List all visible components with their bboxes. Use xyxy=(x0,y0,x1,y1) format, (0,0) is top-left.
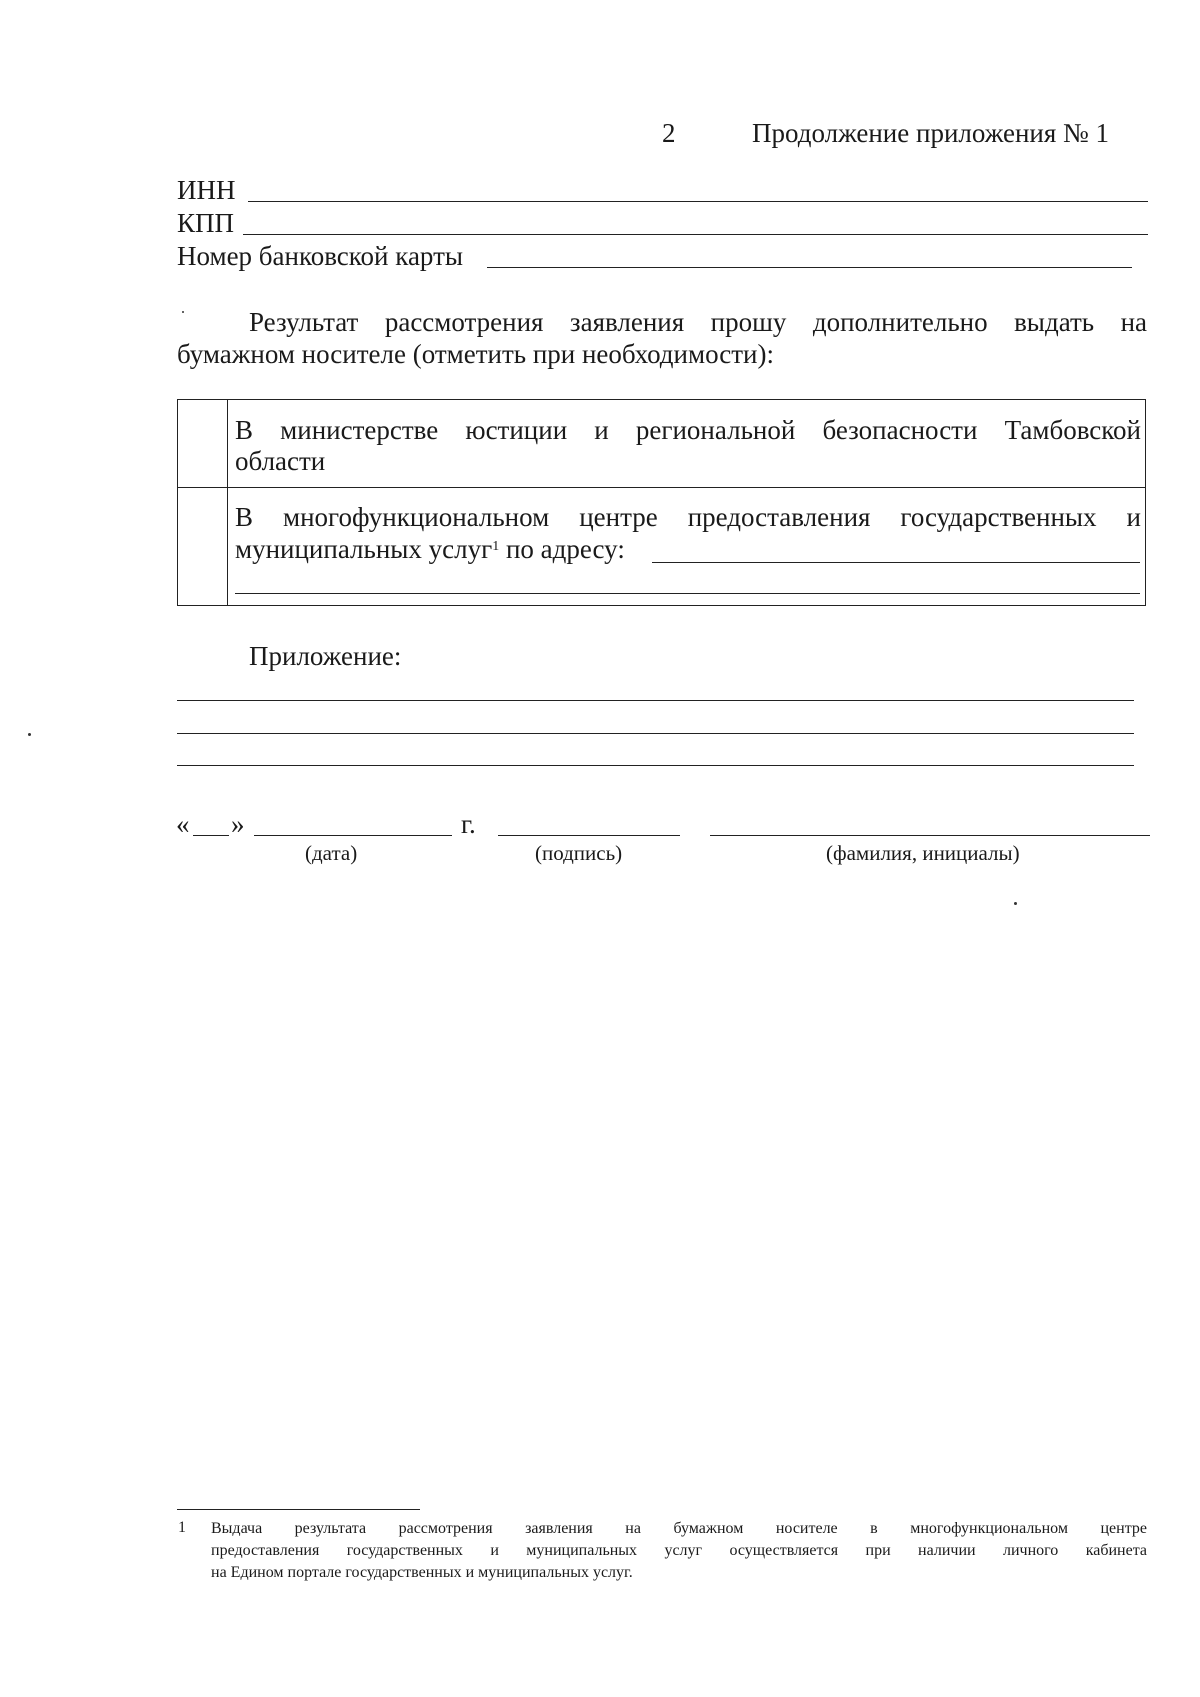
option-2-line-2-suffix: по адресу: xyxy=(499,534,625,564)
page-number: 2 xyxy=(662,118,676,148)
footnote-separator xyxy=(177,1509,420,1510)
scan-speck xyxy=(28,733,31,736)
options-table-col-divider xyxy=(227,399,228,606)
full-name-field[interactable] xyxy=(710,835,1150,836)
continuation-title: Продолжение приложения № 1 xyxy=(752,118,1110,148)
year-suffix: г. xyxy=(461,809,476,839)
signature-field[interactable] xyxy=(498,835,680,836)
mfc-address-field[interactable] xyxy=(652,562,1140,563)
date-month-field[interactable] xyxy=(254,835,452,836)
date-day-field[interactable] xyxy=(193,835,229,836)
option-2-line-2-prefix: муниципальных услуг xyxy=(235,534,493,564)
option-2-checkbox[interactable] xyxy=(178,489,226,605)
attachment-line-3[interactable] xyxy=(177,765,1134,766)
footnote-line-3: на Едином портале государственных и муниципальных услуг. xyxy=(211,1564,633,1581)
kpp-field[interactable] xyxy=(243,234,1148,235)
footnote-marker: 1 xyxy=(178,1519,186,1536)
options-table-row-divider xyxy=(177,487,1146,488)
option-1-line-2: области xyxy=(235,446,326,476)
signature-caption: (подпись) xyxy=(535,841,623,865)
request-line-1: Результат рассмотрения заявления прошу дополнительно выдать на xyxy=(249,307,1147,337)
scan-speck xyxy=(1014,902,1017,905)
option-2-line-2 xyxy=(235,533,625,565)
date-close-quote: » xyxy=(231,809,245,839)
footnote-ref-1: 1 xyxy=(492,539,500,554)
name-caption: (фамилия, инициалы) xyxy=(826,841,1020,865)
option-2-line-1: В многофункциональном центре предоставления государственных и xyxy=(235,502,1141,532)
date-open-quote: « xyxy=(176,809,190,839)
request-line-2: бумажном носителе (отметить при необходимости): xyxy=(177,339,774,369)
bank-card-label: Номер банковской карты xyxy=(177,241,464,271)
scan-speck xyxy=(182,311,184,313)
attachment-label: Приложение: xyxy=(249,641,402,671)
option-1-checkbox[interactable] xyxy=(178,400,226,486)
mfc-address-field-2[interactable] xyxy=(235,593,1140,594)
option-1-line-1: В министерстве юстиции и региональной безопасности Тамбовской xyxy=(235,415,1141,445)
attachment-line-2[interactable] xyxy=(177,733,1134,734)
date-caption: (дата) xyxy=(305,841,358,865)
inn-field[interactable] xyxy=(248,201,1148,202)
footnote-line-1: Выдача результата рассмотрения заявления на бумажном носителе в многофункциональном центре xyxy=(211,1520,1147,1537)
kpp-label: КПП xyxy=(177,208,235,238)
inn-label: ИНН xyxy=(177,175,236,205)
attachment-line-1[interactable] xyxy=(177,700,1134,701)
footnote-line-2: предоставления государственных и муниципальных услуг осуществляется при наличии личного кабинета xyxy=(211,1542,1147,1559)
bank-card-field[interactable] xyxy=(487,267,1132,268)
